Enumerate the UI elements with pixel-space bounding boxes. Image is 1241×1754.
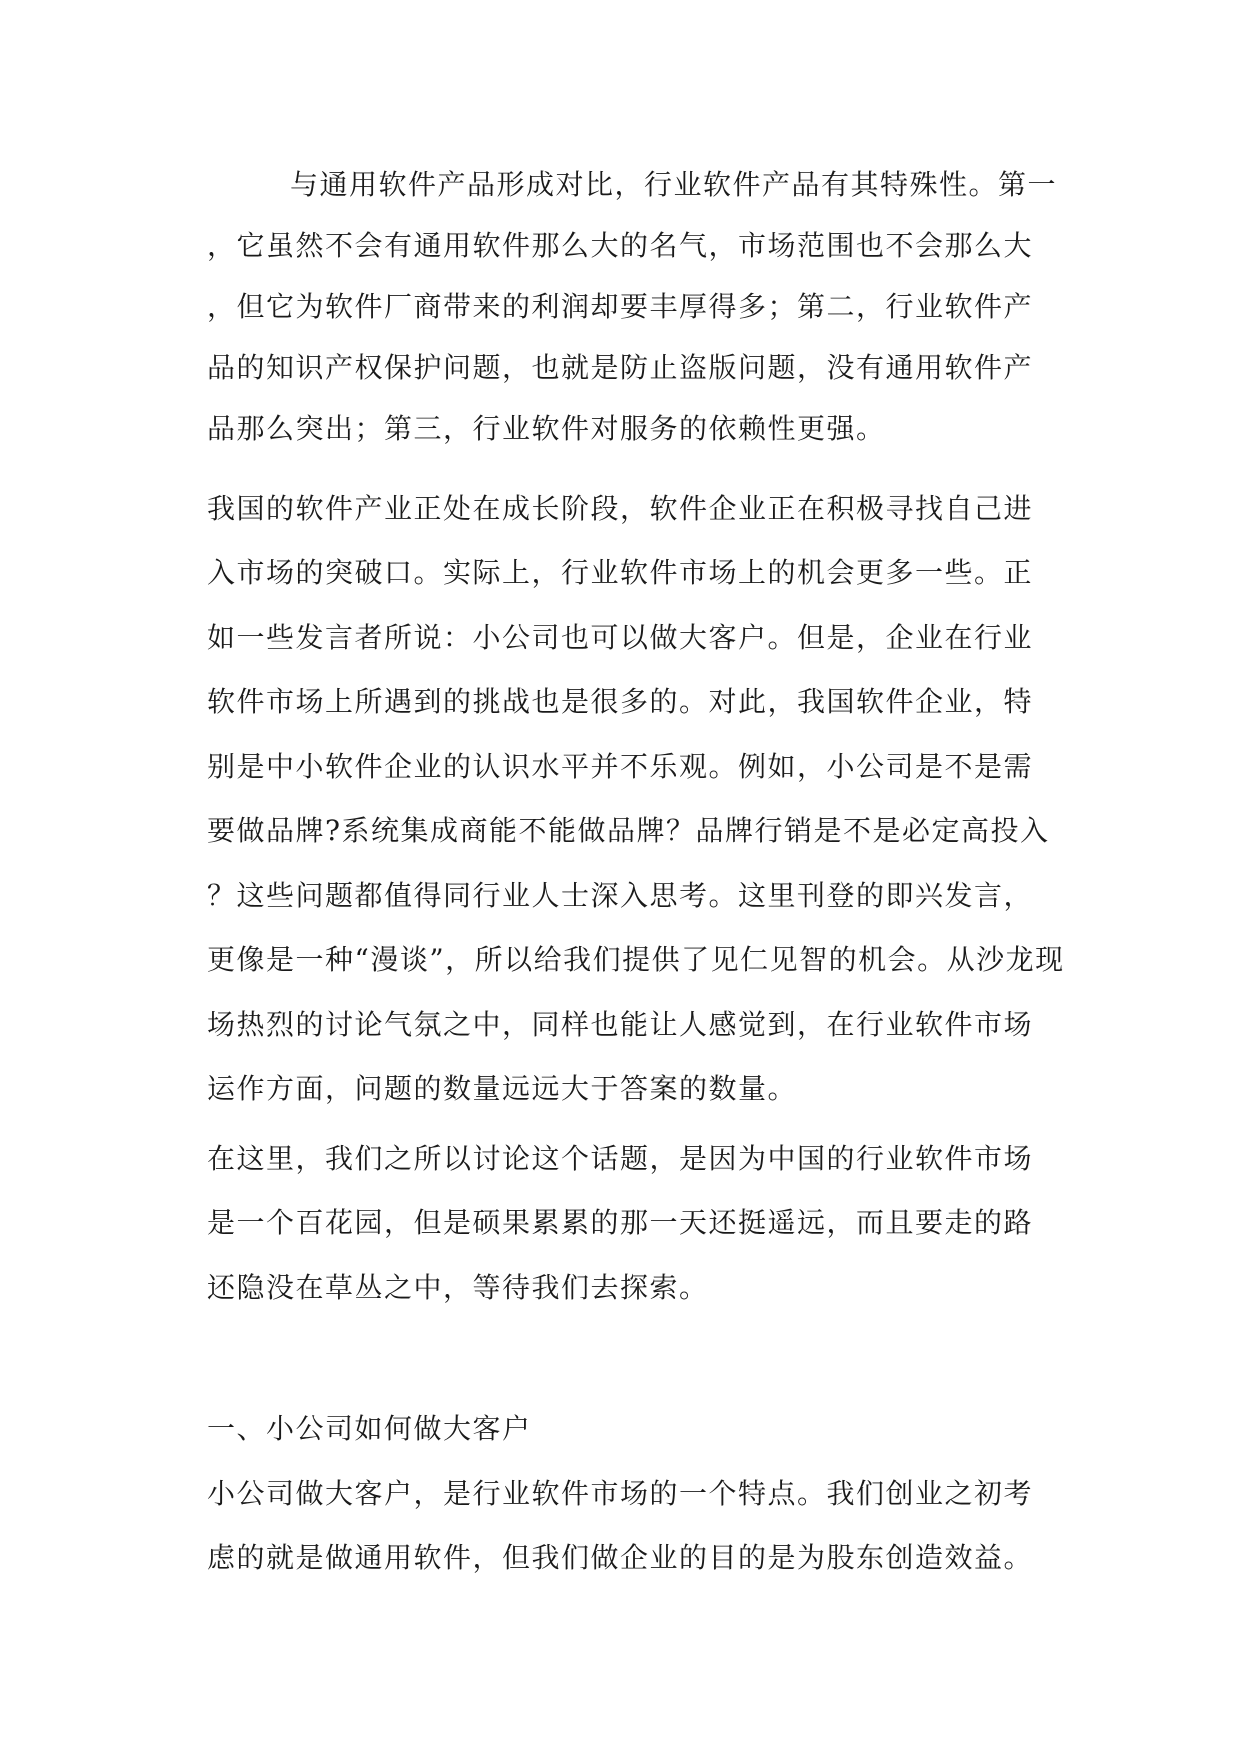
paragraph-2-line-4: 软件市场上所遇到的挑战也是很多的。对此，我国软件企业，特 xyxy=(207,685,1034,718)
paragraph-1-line-4: 品的知识产权保护问题，也就是防止盗版问题，没有通用软件产 xyxy=(207,351,1034,384)
paragraph-2-line-5: 别是中小软件企业的认识水平并不乐观。例如，小公司是不是需 xyxy=(207,750,1034,783)
paragraph-2-line-3: 如一些发言者所说：小公司也可以做大客户。但是，企业在行业 xyxy=(207,621,1034,654)
paragraph-3-line-3: 还隐没在草丛之中，等待我们去探索。 xyxy=(207,1271,709,1304)
paragraph-1-line-3: ，但它为软件厂商带来的利润却要丰厚得多；第二，行业软件产 xyxy=(207,290,1034,323)
paragraph-2-line-9: 场热烈的讨论气氛之中，同样也能让人感觉到，在行业软件市场 xyxy=(207,1008,1034,1041)
paragraph-4-line-2: 虑的就是做通用软件，但我们做企业的目的是为股东创造效益。 xyxy=(207,1541,1034,1574)
section-heading: 一、小公司如何做大客户 xyxy=(207,1412,532,1445)
paragraph-2-line-1: 我国的软件产业正处在成长阶段，软件企业正在积极寻找自己进 xyxy=(207,492,1034,525)
paragraph-2-line-10: 运作方面，问题的数量远远大于答案的数量。 xyxy=(207,1072,798,1105)
paragraph-2-line-6: 要做品牌?系统集成商能不能做品牌？品牌行销是不是必定高投入 xyxy=(207,814,1050,847)
paragraph-1-line-1: 与通用软件产品形成对比，行业软件产品有其特殊性。第一 xyxy=(290,168,1058,201)
paragraph-4-line-1: 小公司做大客户，是行业软件市场的一个特点。我们创业之初考 xyxy=(207,1477,1034,1510)
paragraph-2-line-7: ？这些问题都值得同行业人士深入思考。这里刊登的即兴发言， xyxy=(207,879,1034,912)
paragraph-1-line-2: ，它虽然不会有通用软件那么大的名气，市场范围也不会那么大 xyxy=(207,229,1034,262)
paragraph-2-line-2: 入市场的突破口。实际上，行业软件市场上的机会更多一些。正 xyxy=(207,556,1034,589)
paragraph-2-line-8: 更像是一种“漫谈”，所以给我们提供了见仁见智的机会。从沙龙现 xyxy=(207,943,1065,976)
paragraph-3-line-1: 在这里，我们之所以讨论这个话题，是因为中国的行业软件市场 xyxy=(207,1142,1034,1175)
paragraph-1-line-5: 品那么突出；第三，行业软件对服务的依赖性更强。 xyxy=(207,412,886,445)
paragraph-3-line-2: 是一个百花园，但是硕果累累的那一天还挺遥远，而且要走的路 xyxy=(207,1206,1034,1239)
